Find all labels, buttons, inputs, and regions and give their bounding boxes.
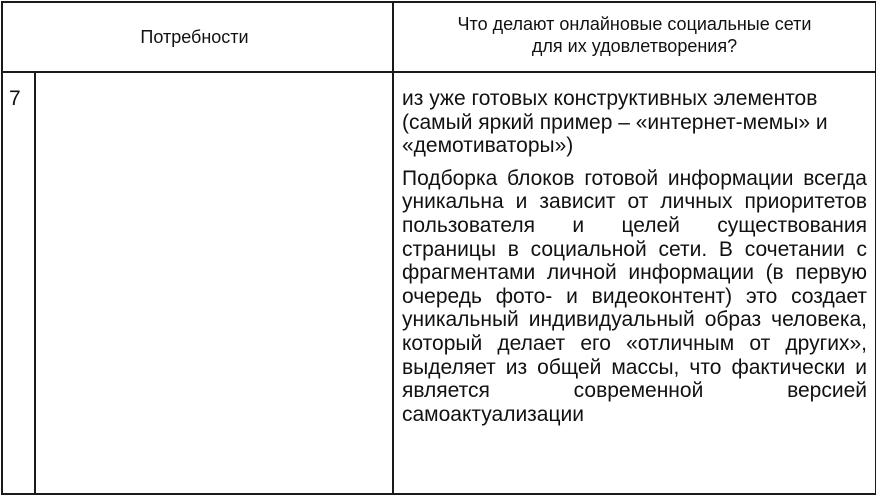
header-needs [2,2,393,72]
needs-table [1,1,876,495]
table-row [2,72,876,494]
header-what-line-2: для их удовлетворения? [531,36,738,56]
description-paragraph: Подборка блоков готовой информации всегда уникальна и зависит от личных приоритетов пользователя и целей существования страницы в социальной сети. В сочетании с фрагментами личной информации (в первую очередь фото- и видеоконтент) это создает уникальный индивидуальный образ человека, который делает его «отличным от других», выделяет из общей массы, что фактически и является современной версией самоактуализации [402,166,867,426]
header-what-networks-do [393,2,876,72]
header-what-line-1: Что делают онлайновые социальные сети [457,14,812,34]
continuation-text: из уже готовых конструктивных элементов (самый яркий пример – «интернет-мемы» и «демотиваторы») [402,87,828,158]
table-header-row [2,2,876,72]
row-need-cell [35,72,393,494]
header-needs-label: Потребности [140,27,249,47]
row-description-cell [393,72,876,494]
row-number: 7 [2,72,35,494]
